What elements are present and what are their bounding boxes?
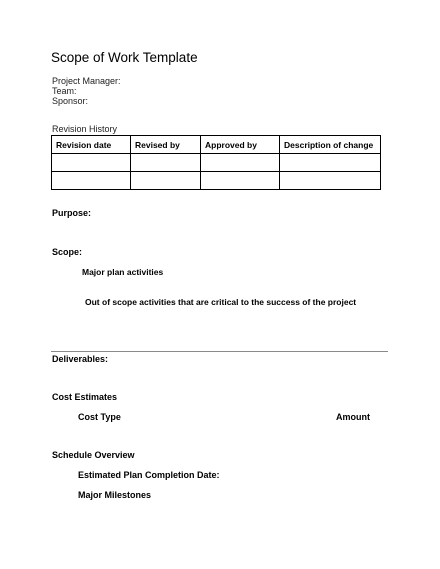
table-cell[interactable]	[131, 154, 201, 172]
amount-label: Amount	[336, 412, 370, 422]
project-manager-label: Project Manager:	[52, 76, 121, 86]
purpose-heading: Purpose:	[52, 208, 92, 218]
major-milestones-label: Major Milestones	[78, 490, 152, 500]
table-cell[interactable]	[280, 172, 381, 190]
table-row	[52, 172, 381, 190]
section-divider	[51, 351, 388, 352]
schedule-overview-heading: Schedule Overview	[52, 450, 135, 460]
document-title: Scope of Work Template	[51, 50, 198, 65]
table-cell[interactable]	[201, 154, 280, 172]
out-of-scope-activities: Out of scope activities that are critical to the success of the project	[85, 297, 357, 307]
team-label: Team:	[52, 86, 77, 96]
table-cell[interactable]	[201, 172, 280, 190]
table-cell[interactable]	[52, 154, 131, 172]
column-header-revision-date: Revision date	[52, 136, 131, 154]
table-cell[interactable]	[52, 172, 131, 190]
completion-date-label: Estimated Plan Completion Date:	[78, 470, 220, 480]
column-header-approved-by: Approved by	[201, 136, 280, 154]
column-header-description: Description of change	[280, 136, 381, 154]
cost-type-label: Cost Type	[78, 412, 121, 422]
sponsor-label: Sponsor:	[52, 96, 89, 106]
table-header-row	[52, 136, 381, 154]
scope-heading: Scope:	[52, 247, 83, 257]
column-header-revised-by: Revised by	[131, 136, 201, 154]
table-cell[interactable]	[280, 154, 381, 172]
revision-history-table	[51, 135, 381, 190]
table-row	[52, 154, 381, 172]
table-cell[interactable]	[131, 172, 201, 190]
deliverables-heading: Deliverables:	[52, 354, 109, 364]
revision-history-label: Revision History	[52, 124, 118, 134]
major-plan-activities: Major plan activities	[82, 267, 164, 277]
cost-estimates-heading: Cost Estimates	[52, 392, 118, 402]
